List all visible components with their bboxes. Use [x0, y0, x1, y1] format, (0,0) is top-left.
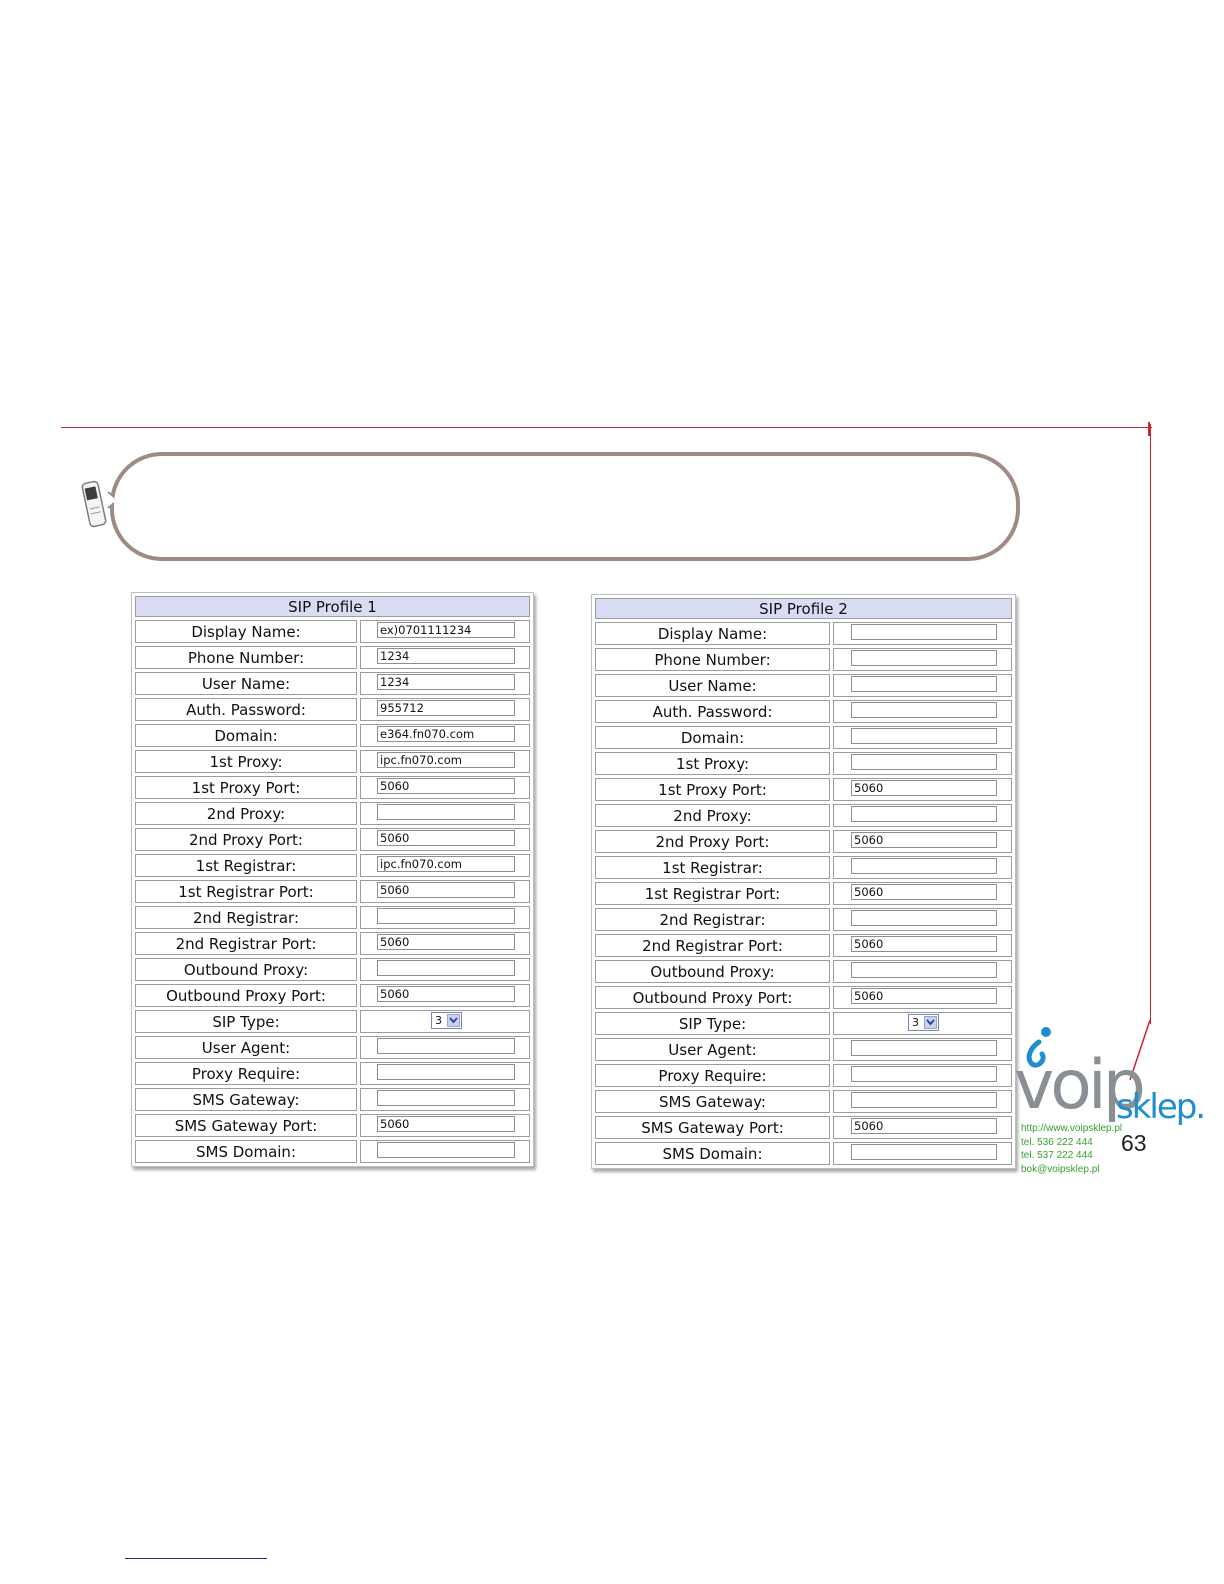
field-cell — [360, 646, 530, 669]
text-input[interactable]: 5060 — [851, 780, 997, 796]
text-input[interactable]: 5060 — [851, 832, 997, 848]
table-row — [595, 882, 1012, 905]
text-input[interactable] — [851, 806, 997, 822]
text-input[interactable]: 1234 — [377, 674, 515, 690]
table-row — [595, 752, 1012, 775]
table-row — [595, 726, 1012, 749]
table-row — [135, 776, 530, 799]
text-input[interactable] — [851, 858, 997, 874]
field-cell — [360, 932, 530, 955]
table-row — [135, 1140, 530, 1163]
field-cell — [360, 776, 530, 799]
field-label: Auth. Password: — [595, 700, 830, 723]
table-row — [595, 1142, 1012, 1165]
field-cell — [833, 882, 1012, 905]
table-row — [595, 986, 1012, 1009]
field-label: Outbound Proxy: — [135, 958, 357, 981]
text-input[interactable] — [377, 960, 515, 976]
field-label: 1st Proxy Port: — [135, 776, 357, 799]
text-input[interactable] — [851, 962, 997, 978]
field-label: Outbound Proxy Port: — [135, 984, 357, 1007]
field-label: 1st Registrar Port: — [595, 882, 830, 905]
field-label: 2nd Proxy Port: — [135, 828, 357, 851]
field-cell — [360, 1114, 530, 1137]
field-label: 2nd Registrar Port: — [595, 934, 830, 957]
table-row — [135, 828, 530, 851]
text-input[interactable] — [851, 1040, 997, 1056]
text-input[interactable]: 5060 — [377, 830, 515, 846]
field-cell — [360, 724, 530, 747]
field-cell — [833, 700, 1012, 723]
field-cell — [360, 750, 530, 773]
phone-1: tel. 536 222 444 — [1021, 1136, 1093, 1148]
field-label: SMS Gateway: — [135, 1088, 357, 1111]
field-cell — [833, 830, 1012, 853]
field-label: SMS Gateway Port: — [595, 1116, 830, 1139]
field-cell — [833, 778, 1012, 801]
field-cell — [360, 802, 530, 825]
field-cell — [833, 960, 1012, 983]
field-cell — [833, 622, 1012, 645]
table-row — [595, 830, 1012, 853]
field-label: Outbound Proxy: — [595, 960, 830, 983]
side-rule — [1150, 424, 1151, 1024]
sip-type-select[interactable] — [908, 1014, 939, 1031]
field-cell — [833, 1064, 1012, 1087]
website-link[interactable]: http://www.voipsklep.pl — [1021, 1123, 1123, 1134]
text-input[interactable] — [851, 754, 997, 770]
sip-type-value: 3 — [435, 1014, 442, 1027]
field-label: User Name: — [135, 672, 357, 695]
table-row — [595, 700, 1012, 723]
text-input[interactable] — [377, 1038, 515, 1054]
field-label: 2nd Proxy Port: — [595, 830, 830, 853]
field-cell — [360, 1036, 530, 1059]
table-row — [595, 674, 1012, 697]
field-label: 2nd Proxy: — [595, 804, 830, 827]
table-row — [135, 880, 530, 903]
field-cell — [833, 934, 1012, 957]
text-input[interactable] — [851, 1066, 997, 1082]
field-cell — [833, 674, 1012, 697]
field-cell — [360, 672, 530, 695]
sip-profile-2-title: SIP Profile 2 — [595, 598, 1012, 619]
field-cell — [360, 880, 530, 903]
table-row — [135, 854, 530, 877]
field-label: 1st Proxy: — [595, 752, 830, 775]
table-row — [135, 1088, 530, 1111]
table-row — [135, 620, 530, 643]
field-cell — [833, 752, 1012, 775]
sip-profile-1-panel — [131, 592, 534, 1167]
field-label: 2nd Registrar Port: — [135, 932, 357, 955]
field-label: SIP Type: — [135, 1010, 357, 1033]
field-label: 2nd Proxy: — [135, 802, 357, 825]
field-label: Phone Number: — [135, 646, 357, 669]
logo-voip-text: voip — [1014, 1046, 1142, 1125]
text-input[interactable] — [851, 910, 997, 926]
table-row — [595, 908, 1012, 931]
text-input[interactable]: e364.fn070.com — [377, 726, 515, 742]
field-cell — [360, 1062, 530, 1085]
text-input[interactable]: ipc.fn070.com — [377, 752, 515, 768]
text-input[interactable] — [377, 804, 515, 820]
field-label: User Agent: — [595, 1038, 830, 1061]
field-cell — [360, 1088, 530, 1111]
text-input[interactable] — [377, 1090, 515, 1106]
page-number: 63 — [1121, 1130, 1147, 1156]
table-row — [595, 622, 1012, 645]
text-input[interactable]: ipc.fn070.com — [377, 856, 515, 872]
field-label: Auth. Password: — [135, 698, 357, 721]
field-label: User Agent: — [135, 1036, 357, 1059]
field-label: 1st Registrar: — [135, 854, 357, 877]
table-row — [135, 672, 530, 695]
text-input[interactable]: 1234 — [377, 648, 515, 664]
field-cell — [360, 620, 530, 643]
text-input[interactable] — [851, 1092, 997, 1108]
field-cell — [360, 1140, 530, 1163]
field-label: 1st Registrar: — [595, 856, 830, 879]
table-row — [135, 724, 530, 747]
table-row — [595, 856, 1012, 879]
top-rule — [61, 427, 1152, 428]
text-input[interactable] — [851, 624, 997, 640]
voipsklep-logo — [1012, 1024, 1208, 1134]
field-cell — [833, 1038, 1012, 1061]
chevron-down-icon[interactable] — [924, 1016, 937, 1029]
text-input[interactable] — [851, 702, 997, 718]
field-label: SMS Gateway Port: — [135, 1114, 357, 1137]
field-cell — [833, 1012, 1012, 1035]
field-cell — [833, 1142, 1012, 1165]
field-label: Display Name: — [135, 620, 357, 643]
table-row — [595, 1116, 1012, 1139]
field-label: Proxy Require: — [135, 1062, 357, 1085]
field-label: Outbound Proxy Port: — [595, 986, 830, 1009]
field-cell — [833, 1090, 1012, 1113]
text-input[interactable] — [377, 1142, 515, 1158]
field-label: SIP Type: — [595, 1012, 830, 1035]
text-input[interactable]: 5060 — [377, 778, 515, 794]
text-input[interactable]: 5060 — [377, 986, 515, 1002]
text-input[interactable]: 5060 — [377, 934, 515, 950]
sip-type-value: 3 — [912, 1016, 919, 1029]
field-label: Domain: — [595, 726, 830, 749]
field-label: Display Name: — [595, 622, 830, 645]
speech-bubble — [110, 452, 1020, 561]
field-cell — [833, 986, 1012, 1009]
sip-profile-1-title: SIP Profile 1 — [135, 596, 530, 617]
text-input[interactable]: 5060 — [851, 936, 997, 952]
text-input[interactable]: ex)0701111234 — [377, 622, 515, 638]
field-cell — [360, 828, 530, 851]
text-input[interactable]: 5060 — [851, 1118, 997, 1134]
field-cell — [833, 648, 1012, 671]
table-row — [135, 932, 530, 955]
field-label: 2nd Registrar: — [135, 906, 357, 929]
field-label: 2nd Registrar: — [595, 908, 830, 931]
field-cell — [833, 726, 1012, 749]
text-input[interactable] — [851, 728, 997, 744]
field-label: User Name: — [595, 674, 830, 697]
table-row — [595, 1064, 1012, 1087]
field-label: Phone Number: — [595, 648, 830, 671]
field-cell — [833, 856, 1012, 879]
field-label: SMS Domain: — [595, 1142, 830, 1165]
sip-profile-1-table — [135, 596, 530, 1163]
table-row — [135, 750, 530, 773]
email-link[interactable]: bok@voipsklep.pl — [1021, 1163, 1100, 1175]
field-label: Domain: — [135, 724, 357, 747]
text-input[interactable]: 955712 — [377, 700, 515, 716]
field-cell — [360, 906, 530, 929]
table-row — [595, 960, 1012, 983]
table-row — [135, 906, 530, 929]
table-row — [135, 1036, 530, 1059]
sip-type-select[interactable] — [431, 1012, 462, 1029]
table-row — [595, 934, 1012, 957]
text-input[interactable] — [377, 908, 515, 924]
table-row — [595, 1090, 1012, 1113]
table-row — [135, 646, 530, 669]
phone-icon — [78, 478, 114, 532]
table-row — [135, 698, 530, 721]
table-row — [135, 1114, 530, 1137]
text-input[interactable]: 5060 — [851, 884, 997, 900]
field-cell — [833, 908, 1012, 931]
table-row — [135, 802, 530, 825]
text-input[interactable] — [851, 1144, 997, 1160]
table-row — [595, 1038, 1012, 1061]
phone-2: tel. 537 222 444 — [1021, 1150, 1093, 1161]
sip-profile-2-panel — [591, 594, 1016, 1169]
field-label: 1st Proxy Port: — [595, 778, 830, 801]
field-label: SMS Gateway: — [595, 1090, 830, 1113]
text-input[interactable] — [851, 676, 997, 692]
field-label: SMS Domain: — [135, 1140, 357, 1163]
field-cell — [360, 854, 530, 877]
field-cell — [833, 804, 1012, 827]
text-input[interactable] — [851, 650, 997, 666]
sip-profile-2-table — [595, 598, 1012, 1165]
table-row — [595, 648, 1012, 671]
field-label: 1st Proxy: — [135, 750, 357, 773]
logo-sklep-text: sklep. — [1116, 1087, 1205, 1127]
table-row — [595, 1012, 1012, 1035]
text-input[interactable] — [377, 1064, 515, 1080]
table-row — [135, 1062, 530, 1085]
text-input[interactable]: 5060 — [377, 882, 515, 898]
table-row — [135, 958, 530, 981]
field-label: Proxy Require: — [595, 1064, 830, 1087]
field-cell — [360, 958, 530, 981]
field-label: 1st Registrar Port: — [135, 880, 357, 903]
text-input[interactable]: 5060 — [851, 988, 997, 1004]
table-row — [135, 984, 530, 1007]
table-row — [595, 804, 1012, 827]
field-cell — [360, 1010, 530, 1033]
chevron-down-icon[interactable] — [447, 1014, 460, 1027]
text-input[interactable]: 5060 — [377, 1116, 515, 1132]
table-row — [135, 1010, 530, 1033]
field-cell — [360, 698, 530, 721]
table-row — [595, 778, 1012, 801]
footnote-rule — [125, 1558, 267, 1559]
field-cell — [360, 984, 530, 1007]
field-cell — [833, 1116, 1012, 1139]
